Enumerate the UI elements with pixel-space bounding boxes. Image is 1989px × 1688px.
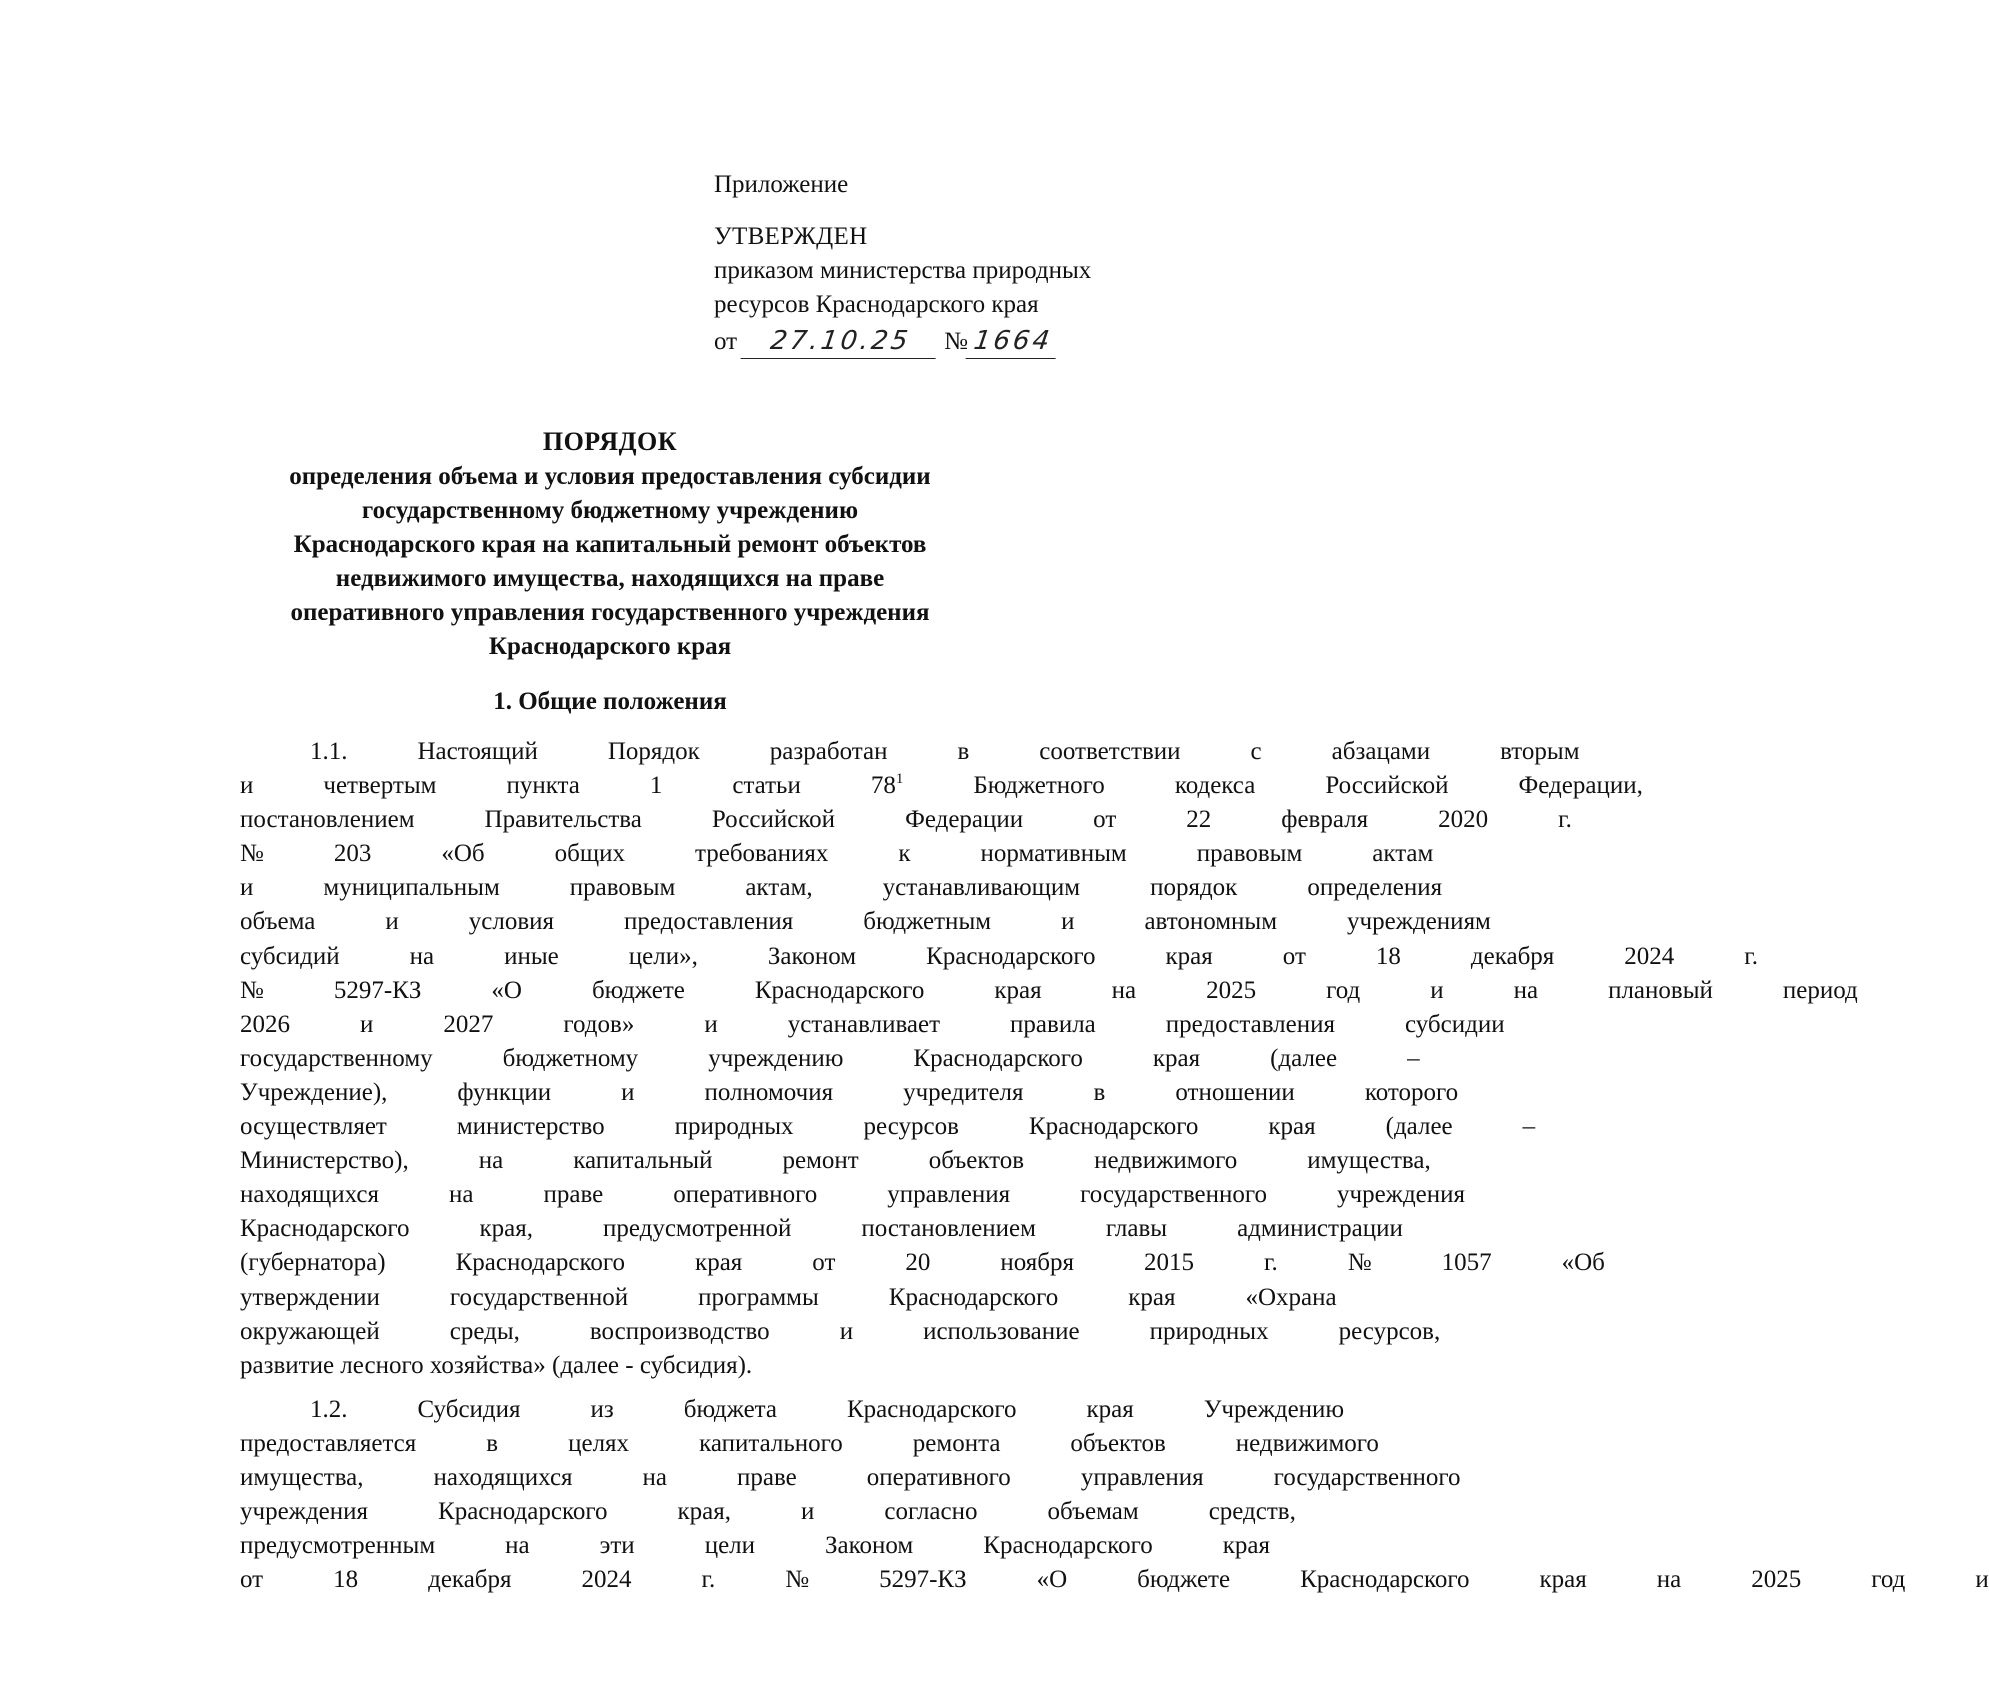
word: 2020 (1438, 806, 1489, 834)
word: главы (1105, 1215, 1168, 1243)
word: 2027 (443, 1010, 494, 1038)
word: «О (491, 976, 522, 1004)
word: Краснодарского (913, 1044, 1083, 1072)
word: использование (923, 1317, 1080, 1345)
text-line (170, 974, 1858, 1008)
word: Настоящий (417, 738, 538, 765)
word: Краснодарского (754, 976, 925, 1004)
word: Российской (1325, 772, 1449, 800)
word: природных (1149, 1317, 1269, 1345)
title-line: недвижимого имущества, находящихся на праве (335, 565, 885, 592)
word: 2024 (581, 1566, 632, 1594)
text-line (170, 1144, 1431, 1178)
word: 18 (1375, 942, 1401, 970)
word: Краснодарского (438, 1498, 608, 1526)
word: четвертым (323, 772, 437, 800)
word: природных (674, 1113, 794, 1141)
word: и (800, 1498, 815, 1526)
word: соответствии (1039, 738, 1181, 765)
word: программы (698, 1283, 819, 1311)
word: правовым (569, 874, 676, 902)
title-line: определения объема и условия предоставления субсидии (289, 463, 931, 490)
word: 2026 (240, 1010, 290, 1038)
word: Порядок (607, 738, 700, 765)
word: Правительства (484, 806, 642, 834)
text-line (170, 1563, 1989, 1597)
word: и (240, 874, 254, 902)
word: имущества, (1307, 1147, 1431, 1175)
text-line (170, 837, 1434, 871)
word: учредителя (903, 1078, 1024, 1106)
word: и (1975, 1566, 1989, 1594)
word: кодекса (1174, 772, 1256, 800)
word: 22 (1186, 806, 1212, 834)
word: и (360, 1010, 374, 1038)
word: управления (887, 1181, 1011, 1209)
word: на (505, 1532, 530, 1560)
word: в (1093, 1078, 1106, 1106)
word: Законом (825, 1532, 914, 1560)
title-line: Краснодарского края на капитальный ремонт объектов (293, 531, 927, 558)
word: ресурсов, (1338, 1317, 1441, 1345)
word: год (1326, 976, 1361, 1004)
word: 5297-КЗ (333, 976, 422, 1004)
word: правовым (1196, 840, 1303, 868)
word: в (486, 1429, 499, 1457)
word: нормативным (980, 840, 1127, 868)
word: воспроизводство (589, 1317, 770, 1345)
word: декабря (428, 1566, 512, 1594)
appendix-label: Приложение (714, 171, 849, 198)
word: окружающей (240, 1317, 380, 1345)
word: в (957, 738, 970, 765)
word: края (1222, 1532, 1270, 1560)
word: к (898, 840, 911, 868)
word: «О (1036, 1566, 1068, 1594)
word: учреждения (1337, 1181, 1466, 1209)
word: бюджета (683, 1395, 777, 1423)
word: края (1086, 1395, 1134, 1423)
word: утверждении (240, 1283, 380, 1311)
word: ресурсов (863, 1113, 959, 1141)
approval-block (714, 168, 1144, 359)
word: и (704, 1010, 718, 1038)
text-line (170, 1427, 1379, 1461)
word: Краснодарского (926, 942, 1096, 970)
word: предусмотренным (240, 1532, 436, 1560)
word: праве (543, 1181, 604, 1209)
word: – (1522, 1113, 1536, 1141)
word: г. (1744, 942, 1758, 970)
title-line: Краснодарского края (488, 633, 732, 660)
word: разработан (769, 738, 888, 765)
word: оперативного (866, 1463, 1011, 1491)
word: условия (468, 908, 555, 936)
word: 2025 (1206, 976, 1257, 1004)
word: (далее (1385, 1113, 1453, 1141)
word: учреждениям (1347, 908, 1491, 936)
word: февраля (1281, 806, 1369, 834)
word: находящихся (433, 1463, 573, 1491)
word: определения (1307, 874, 1443, 902)
title-main: ПОРЯДОК (542, 427, 678, 456)
handwritten-date: 27.10.25 (741, 324, 941, 359)
word: ноября (1000, 1249, 1075, 1277)
word: на (1111, 976, 1137, 1004)
word: государственного (1273, 1463, 1461, 1491)
word: имущества, (240, 1463, 364, 1491)
word: края, (677, 1498, 731, 1526)
word: предоставления (624, 908, 794, 936)
word: 18 (333, 1566, 359, 1594)
word: и (1430, 976, 1444, 1004)
word: государственного (1080, 1181, 1268, 1209)
word: 2015 (1144, 1249, 1195, 1277)
word: среды, (449, 1317, 520, 1345)
word: общих (554, 840, 625, 868)
text-line (170, 1110, 1536, 1144)
word: требованиях (695, 840, 829, 868)
word: которого (1364, 1078, 1459, 1106)
text-line (170, 1461, 1461, 1495)
word: бюджете (1137, 1566, 1231, 1594)
word: края (994, 976, 1042, 1004)
word: учреждению (708, 1044, 844, 1072)
word: согласно (884, 1498, 978, 1526)
word: эти (599, 1532, 635, 1560)
word: на (449, 1181, 474, 1209)
word: полномочия (704, 1078, 834, 1106)
word: ремонт (782, 1147, 859, 1175)
text-line (170, 1076, 1459, 1110)
word: Министерство), (240, 1147, 409, 1175)
word: от (1093, 806, 1117, 834)
word: субсидии (1405, 1010, 1505, 1038)
text-line (170, 1212, 1403, 1246)
text-line (170, 1178, 1466, 1212)
date-number-row (714, 324, 1144, 359)
word: объемам (1047, 1498, 1139, 1526)
word: № (1347, 1249, 1372, 1277)
word: ремонта (912, 1429, 1001, 1457)
word: администрации (1237, 1215, 1403, 1243)
word: на (1513, 976, 1539, 1004)
word: Федерации (905, 806, 1024, 834)
text-line (170, 1042, 1420, 1076)
word: период (1782, 976, 1858, 1004)
word: устанавливающим (882, 874, 1081, 902)
word: 1.2. (310, 1395, 348, 1423)
paragraph-1-1 (170, 735, 1858, 1383)
word: предоставляется (240, 1429, 417, 1457)
word: от (240, 1566, 264, 1594)
word: Учреждение), (240, 1078, 388, 1106)
text-line (170, 1008, 1505, 1042)
word: иные (504, 942, 559, 970)
word: Учреждению (1203, 1395, 1345, 1423)
word: объема (240, 908, 316, 936)
word: постановлением (240, 806, 415, 834)
word: 203 (333, 840, 372, 868)
word: края (1539, 1566, 1587, 1594)
word: края (695, 1249, 743, 1277)
text-line (170, 1246, 1605, 1280)
word: 5297-КЗ (879, 1566, 967, 1594)
word: капитальный (573, 1147, 713, 1175)
word: г. (1264, 1249, 1278, 1277)
word: 2025 (1751, 1566, 1802, 1594)
word: устанавливает (787, 1010, 941, 1038)
text-line (170, 940, 1758, 974)
word: пункта (506, 772, 580, 800)
word: Федерации, (1518, 772, 1643, 800)
word: предусмотренной (602, 1215, 792, 1243)
word: г. (1558, 806, 1572, 834)
word: 1.1. (310, 738, 348, 765)
word: 20 (905, 1249, 931, 1277)
word: от (1282, 942, 1306, 970)
word: абзацами (1331, 738, 1431, 765)
word: и (1061, 908, 1075, 936)
word: Краснодарского (1028, 1113, 1199, 1141)
word: управления (1080, 1463, 1204, 1491)
word: на (1656, 1566, 1682, 1594)
text-line (170, 1281, 1337, 1315)
word: на (642, 1463, 668, 1491)
word: края (1268, 1113, 1316, 1141)
word: г. (701, 1566, 716, 1594)
word: учреждения (240, 1498, 369, 1526)
word: бюджетному (502, 1044, 639, 1072)
word: вторым (1500, 738, 1580, 765)
approved-by-line-1: приказом министерства природных (714, 257, 1092, 284)
word: муниципальным (323, 874, 500, 902)
superscript: 1 (895, 771, 904, 788)
word: 1 (649, 772, 663, 800)
word: и (385, 908, 399, 936)
word: осуществляет (240, 1113, 387, 1141)
word: на (478, 1147, 504, 1175)
word: недвижимого (1094, 1147, 1238, 1175)
word: края, (479, 1215, 533, 1243)
word: (далее (1270, 1044, 1338, 1072)
text-line (170, 1393, 1345, 1427)
word: Российской (711, 806, 836, 834)
word: № (240, 976, 264, 1004)
word: капитального (699, 1429, 843, 1457)
word: праве (737, 1463, 797, 1491)
word: из (590, 1395, 614, 1423)
word: годов» (563, 1010, 635, 1038)
word: от (812, 1249, 836, 1277)
word: цели», (628, 942, 698, 970)
word: Краснодарского (455, 1249, 626, 1277)
approved-label: УТВЕРЖДЕН (714, 223, 868, 250)
text-line (170, 735, 1580, 769)
word: цели (704, 1532, 756, 1560)
text-line (170, 1495, 1296, 1529)
word: Краснодарского (1300, 1566, 1470, 1594)
word: края (1128, 1283, 1176, 1311)
document-body (170, 735, 1989, 1607)
word: «Об (1561, 1249, 1605, 1277)
word: и (621, 1078, 635, 1106)
text-line (170, 769, 1643, 803)
word: бюджетным (863, 908, 992, 936)
word: отношении (1175, 1078, 1295, 1106)
word: объектов (928, 1147, 1025, 1175)
word: Бюджетного (973, 772, 1105, 800)
word: автономным (1144, 908, 1278, 936)
word: год (1871, 1566, 1906, 1594)
number-prefix: № (944, 328, 968, 355)
word: «Охрана (1245, 1283, 1337, 1311)
section-heading: 1. Общие положения (493, 688, 727, 715)
word: функции (457, 1078, 552, 1106)
word: плановый (1608, 976, 1713, 1004)
document-title (150, 425, 1070, 664)
word: недвижимого (1235, 1429, 1379, 1457)
word: предоставления (1165, 1010, 1335, 1038)
word: Субсидия (417, 1395, 521, 1423)
word: постановлением (861, 1215, 1036, 1243)
word: декабря (1470, 942, 1555, 970)
word: края (1152, 1044, 1201, 1072)
word: Краснодарского (240, 1215, 410, 1243)
word: Краснодарского (847, 1395, 1017, 1423)
word: средств, (1208, 1498, 1296, 1526)
word: $78^1$ (870, 771, 904, 800)
word: оперативного (673, 1181, 818, 1209)
word: на (409, 942, 435, 970)
word: Краснодарского (888, 1283, 1059, 1311)
word: № (240, 840, 264, 868)
word: актам, (745, 874, 813, 902)
text-line (170, 1315, 1441, 1349)
word: – (1407, 1044, 1420, 1072)
title-line: оперативного управления государственного учреждения (290, 599, 930, 626)
word: государственной (449, 1283, 629, 1311)
word: министерство (456, 1113, 605, 1141)
word: Законом (767, 942, 857, 970)
word: находящихся (240, 1181, 380, 1209)
title-line: государственному бюджетному учреждению (361, 497, 859, 524)
word: правила (1010, 1010, 1096, 1038)
word: (губернатора) (240, 1249, 386, 1277)
word: статьи (732, 772, 801, 800)
word: и (240, 772, 254, 800)
word: порядок (1150, 874, 1238, 902)
word: 1057 (1441, 1249, 1492, 1277)
word: № (785, 1566, 810, 1594)
word: актам (1372, 840, 1434, 868)
word: Краснодарского (983, 1532, 1153, 1560)
word: с (1250, 738, 1262, 765)
handwritten-number: 1664 (966, 324, 1061, 359)
paragraph-1-2 (170, 1393, 1989, 1598)
text-line: развитие лесного хозяйства» (далее - субсидия). (240, 1351, 753, 1379)
word: 2024 (1624, 942, 1675, 970)
text-line (170, 1529, 1270, 1563)
word: субсидий (240, 942, 340, 970)
word: и (839, 1317, 854, 1345)
approved-by-line-2: ресурсов Краснодарского края (714, 291, 1039, 318)
word: объектов (1070, 1429, 1166, 1457)
word: государственному (240, 1044, 433, 1072)
word: «Об (441, 840, 485, 868)
word: бюджете (591, 976, 685, 1004)
word: края (1165, 942, 1213, 970)
word: целях (568, 1429, 630, 1457)
text-line (170, 905, 1491, 939)
text-line (170, 803, 1572, 837)
date-prefix: от (714, 328, 738, 355)
text-line (170, 871, 1443, 905)
